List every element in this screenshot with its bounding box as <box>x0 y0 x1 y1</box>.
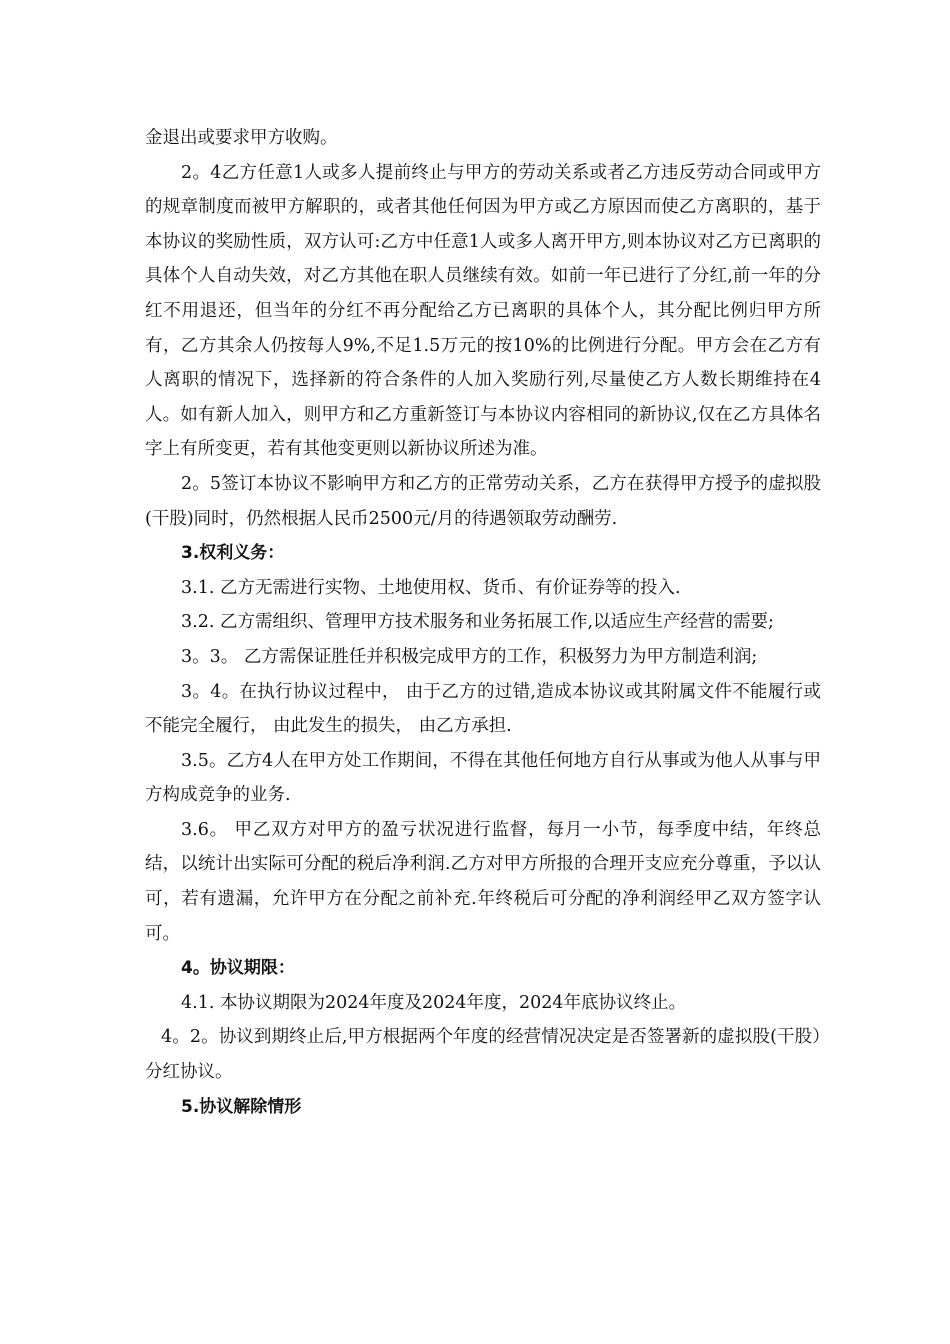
paragraph-3-5: 3.5。乙方4人在甲方处工作期间，不得在其他任何地方自行从事或为他人从事与甲方构成竞争的业务. <box>145 750 821 806</box>
section-heading-5: 5.协议解除情形 <box>181 1096 302 1117</box>
section-heading-4: 4。协议期限： <box>181 958 295 979</box>
document-body <box>145 121 821 1124</box>
paragraph-2-4: 2。4乙方任意1人或多人提前终止与甲方的劳动关系或者乙方违反劳动合同或甲方的规章制度而被甲方解职的，或者其他任何因为甲方或乙方原因而使乙方离职的，基于本协议的奖励性质，双方认可:乙方中任意1人或多人离开甲方,则本协议对乙方已离职的具体个人自动失效，对乙方其他在职人员继续有效。如前一年已进行了分红,前一年的分红不用退还，但当年的分红不再分配给乙方已离职的具体个人，其分配比例归甲方所有，乙方其余人仍按每人9%,不足1.5万元的按10%的比例进行分配。甲方会在乙方有人离职的情况下，选择新的符合条件的人加入奖励行列,尽量使乙方人数长期维持在4人。如有新人加入，则甲方和乙方重新签订与本协议内容相同的新协议,仅在乙方具体名字上有所变更，若有其他变更则以新协议所述为准。 <box>145 162 821 460</box>
paragraph-3-3: 3。3。 乙方需保证胜任并积极完成甲方的工作，积极努力为甲方制造利润; <box>181 646 758 667</box>
paragraph-intro: 金退出或要求甲方收购。 <box>145 128 338 148</box>
section-heading-3: 3.权利义务： <box>181 543 285 564</box>
paragraph-3-4: 3。4。在执行协议过程中， 由于乙方的过错,造成本协议或其附属文件不能履行或不能完全履行， 由此发生的损失， 由乙方承担. <box>145 681 821 737</box>
paragraph-3-1: 3.1. 乙方无需进行实物、土地使用权、货币、有价证券等的投入. <box>181 577 681 598</box>
paragraph-2-5: 2。5签订本协议不影响甲方和乙方的正常劳动关系，乙方在获得甲方授予的虚拟股(干股)同时，仍然根据人民币2500元/月的待遇领取劳动酬劳. <box>145 473 821 529</box>
paragraph-4-1: 4.1. 本协议期限为2024年度及2024年度，2024年底协议终止。 <box>181 992 687 1013</box>
paragraph-4-2: 4。2。协议到期终止后,甲方根据两个年度的经营情况决定是否签署新的虚拟股(干股）分红协议。 <box>145 1027 821 1083</box>
paragraph-3-6: 3.6。 甲乙双方对甲方的盈亏状况进行监督，每月一小节，每季度中结，年终总结，以统计出实际可分配的税后净利润.乙方对甲方所报的合理开支应充分尊重，予以认可，若有遗漏，允许甲方在分配之前补充.年终税后可分配的净利润经甲乙双方签字认可。 <box>145 819 821 944</box>
paragraph-3-2: 3.2. 乙方需组织、管理甲方技术服务和业务拓展工作,以适应生产经营的需要; <box>181 612 774 633</box>
